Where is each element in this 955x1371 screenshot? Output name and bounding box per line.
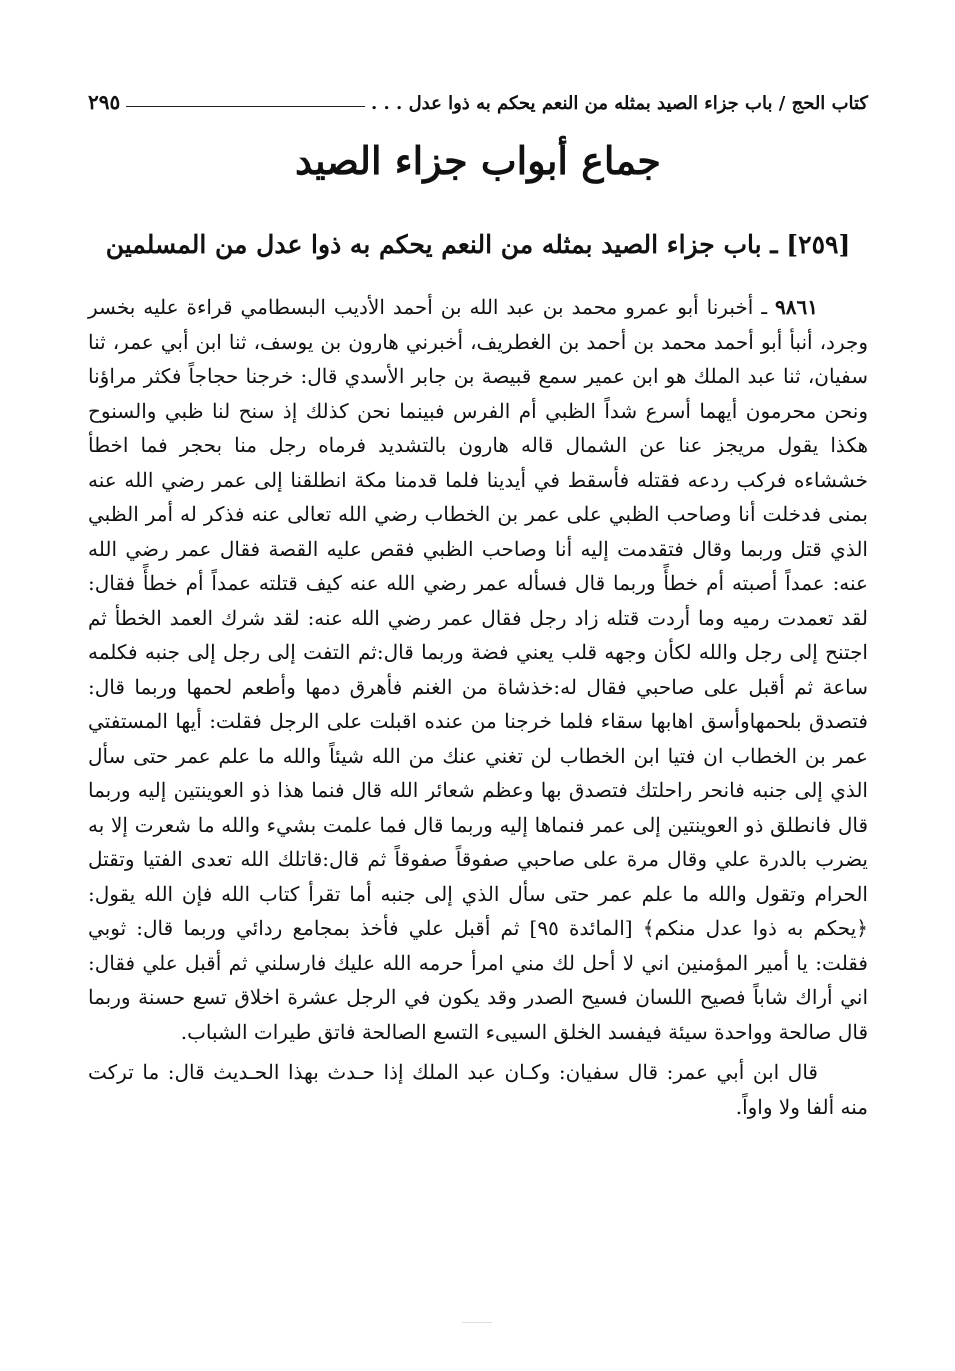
hadith-paragraph	[88, 290, 868, 1049]
hadith-number: ٩٨٦١	[775, 295, 818, 319]
main-title: جماع أبواب جزاء الصيد	[295, 138, 661, 183]
closing-paragraph: قال ابن أبي عمر: قال سفيان: وكـان عبد الملك إذا حـدث بهذا الحـديث قال: ما تركت منه ألفا ولا واواً.	[88, 1060, 868, 1119]
chapter-title: [٢٥٩] ـ باب جزاء الصيد بمثله من النعم يحكم به ذوا عدل من المسلمين	[105, 230, 851, 259]
page-number: ٢٩٥	[88, 90, 121, 114]
running-head-rule	[126, 106, 365, 107]
running-head	[88, 84, 868, 114]
hadith-text: ـ أخبرنا أبو عمرو محمد بن عبد الله بن أحمد الأديب البسطامي قراءة عليه بخسر وجرد، أنبأ أبو أحمد محمد بن أحمد بن الغطريف، أخبرني هارون بن يوسف، ثنا ابن أبي عمر، ثنا سفيان، ثنا عبد الملك هو ابن عمير سمع قبيصة بن جابر الأسدي قال: خرجنا حجاجاً فكثر مراؤنا ونحن محرمون أيهما أسرع شداً الظبي أم الفرس فبينما نحن كذلك إذ سنح لنا ظبي والسنوح هكذا يقول مريجز عنا عن الشمال قاله هارون بالتشديد فرماه رجل منا بحجر فما اخطأ خششاءه فركب ردعه فقتله فأسقط في أيدينا فلما قدمنا مكة انطلقنا إلى عمر رضي الله عنه بمنى فدخلت أنا وصاحب الظبي على عمر بن الخطاب رضي الله تعالى عنه فذكر له أمر الظبي الذي قتل وربما وقال فتقدمت إليه أنا وصاحب الظبي فقص عليه القصة فقال عمر رضي الله عنه: عمداً أصبته أم خطأً وربما قال فسأله عمر رضي الله عنه كيف قتلته عمداً أم خطأً فقال: لقد تعمدت رميه وما أردت قتله زاد رجل فقال عمر رضي الله عنه: لقد شرك العمد الخطأ ثم اجتنح إلى رجل والله لكأن وجهه قلب يعني فضة وربما قال:ثم التفت إلى رجل إلى جنبه فكلمه ساعة ثم أقبل على صاحبي فقال له:خذشاة من الغنم فأهرق دمها وأطعم لحمها وربما قال: فتصدق بلحمهاوأسق اهابها سقاء فلما خرجنا من عنده اقبلت على الرجل فقلت: أيها المستفتي عمر بن الخطاب ان فتيا ابن الخطاب لن تغني عنك من الله شيئاً والله ما علم عمر حتى سأل الذي إلى جنبه فانحر راحلتك فتصدق بها وعظم شعائر الله قال فنما هذا ذو العوينتين إليه وربما قال فانطلق ذو العوينتين إلى عمر فنماها إليه وربما قال فما علمت بشيء والله ما شعرت إلا به يضرب بالدرة علي وقال مرة على صاحبي صفوقاً صفوقاً ثم قال:قاتلك الله تعدى الفتيا وتقتل الحرام وتقول والله ما علم عمر حتى سأل الذي إلى جنبه أما تقرأ كتاب الله فإن الله يقول: ﴿يحكم به ذوا عدل منكم﴾ [المائدة ٩٥] ثم أقبل علي فأخذ بمجامع ردائي وربما قال: ثوبي فقلت: يا أمير المؤمنين اني لا أحل لك مني امرأ حرمه الله عليك فارسلني ثم أقبل علي فقال: اني أراك شاباً فصيح اللسان فسيح الصدر وقد يكون في الرجل عشرة اخلاق تسع حسنة وربما قال صالحة وواحدة سيئة فيفسد الخلق السيىء التسع الصالحة فاتق طيرات الشباب.	[88, 295, 868, 1044]
body-text	[88, 290, 868, 1124]
page-mark	[462, 1322, 492, 1323]
running-head-title: كتاب الحج / باب جزاء الصيد بمثله من النعم يحكم به ذوا عدل . . .	[370, 93, 868, 114]
